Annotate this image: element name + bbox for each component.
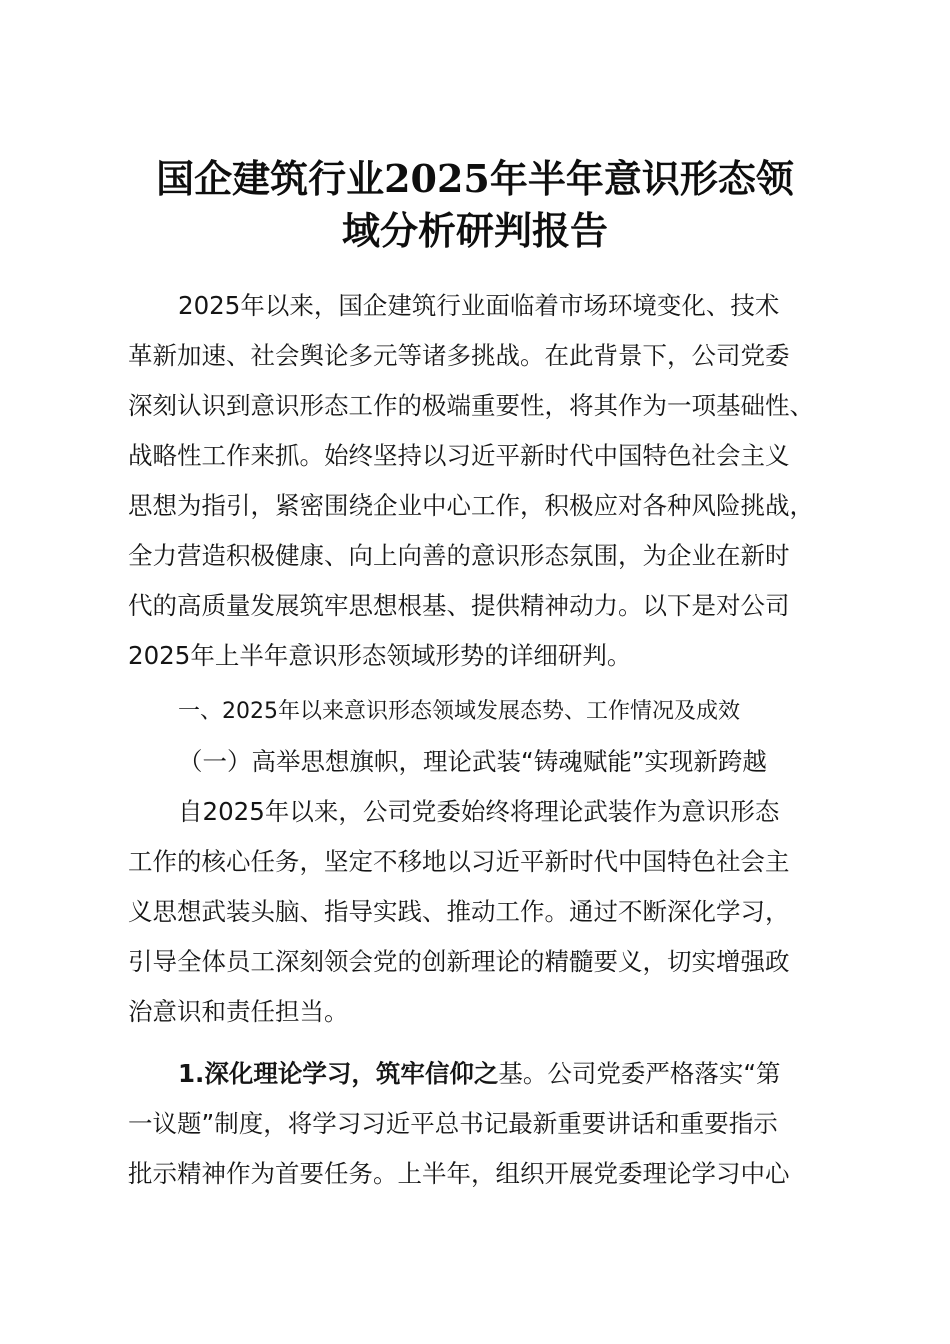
- title-line-2: 域分析研判报告: [341, 208, 608, 253]
- text-line: 2025年上半年意识形态领域形势的详细研判。: [128, 641, 632, 670]
- text-line: 战略性工作来抓。始终坚持以习近平新时代中国特色社会主义: [128, 441, 790, 470]
- document-title: [100, 153, 850, 257]
- text-line: [128, 1049, 868, 1099]
- title-line-1: 国企建筑行业2025年半年意识形态领: [156, 156, 794, 201]
- item-paragraph: [128, 1049, 868, 1199]
- text-line: 一议题”制度，将学习习近平总书记最新重要讲话和重要指示: [128, 1109, 778, 1138]
- text-line: 自2025年以来，公司党委始终将理论武装作为意识形态: [178, 797, 780, 826]
- subsection-heading: （一）高举思想旗帜，理论武装“铸魂赋能”实现新跨越: [178, 747, 767, 776]
- text-line: 思想为指引，紧密围绕企业中心工作，积极应对各种风险挑战，: [128, 491, 814, 520]
- text-line: 2025年以来，国企建筑行业面临着市场环境变化、技术: [178, 291, 780, 320]
- intro-paragraph: [128, 281, 868, 681]
- text-line: 全力营造积极健康、向上向善的意识形态氛围，为企业在新时: [128, 541, 790, 570]
- body-paragraph: [128, 787, 868, 1037]
- text-line: 治意识和责任担当。: [128, 997, 349, 1026]
- text-line: 深刻认识到意识形态工作的极端重要性，将其作为一项基础性、: [128, 391, 814, 420]
- text-line: 引导全体员工深刻领会党的创新理论的精髓要义，切实增强政: [128, 947, 790, 976]
- document-body: [128, 281, 868, 1199]
- text-line: 代的高质量发展筑牢思想根基、提供精神动力。以下是对公司: [128, 591, 790, 620]
- item-text: 基。公司党委严格落实“第: [498, 1059, 781, 1088]
- text-line: 工作的核心任务，坚定不移地以习近平新时代中国特色社会主: [128, 847, 790, 876]
- text-line: 义思想武装头脑、指导实践、推动工作。通过不断深化学习，: [128, 897, 790, 926]
- text-line: 革新加速、社会舆论多元等诸多挑战。在此背景下，公司党委: [128, 341, 790, 370]
- text-line: 批示精神作为首要任务。上半年，组织开展党委理论学习中心: [128, 1159, 790, 1188]
- item-bold-heading: 1.深化理论学习，筑牢信仰之: [178, 1059, 499, 1088]
- section-heading: 一、2025年以来意识形态领域发展态势、工作情况及成效: [178, 699, 740, 724]
